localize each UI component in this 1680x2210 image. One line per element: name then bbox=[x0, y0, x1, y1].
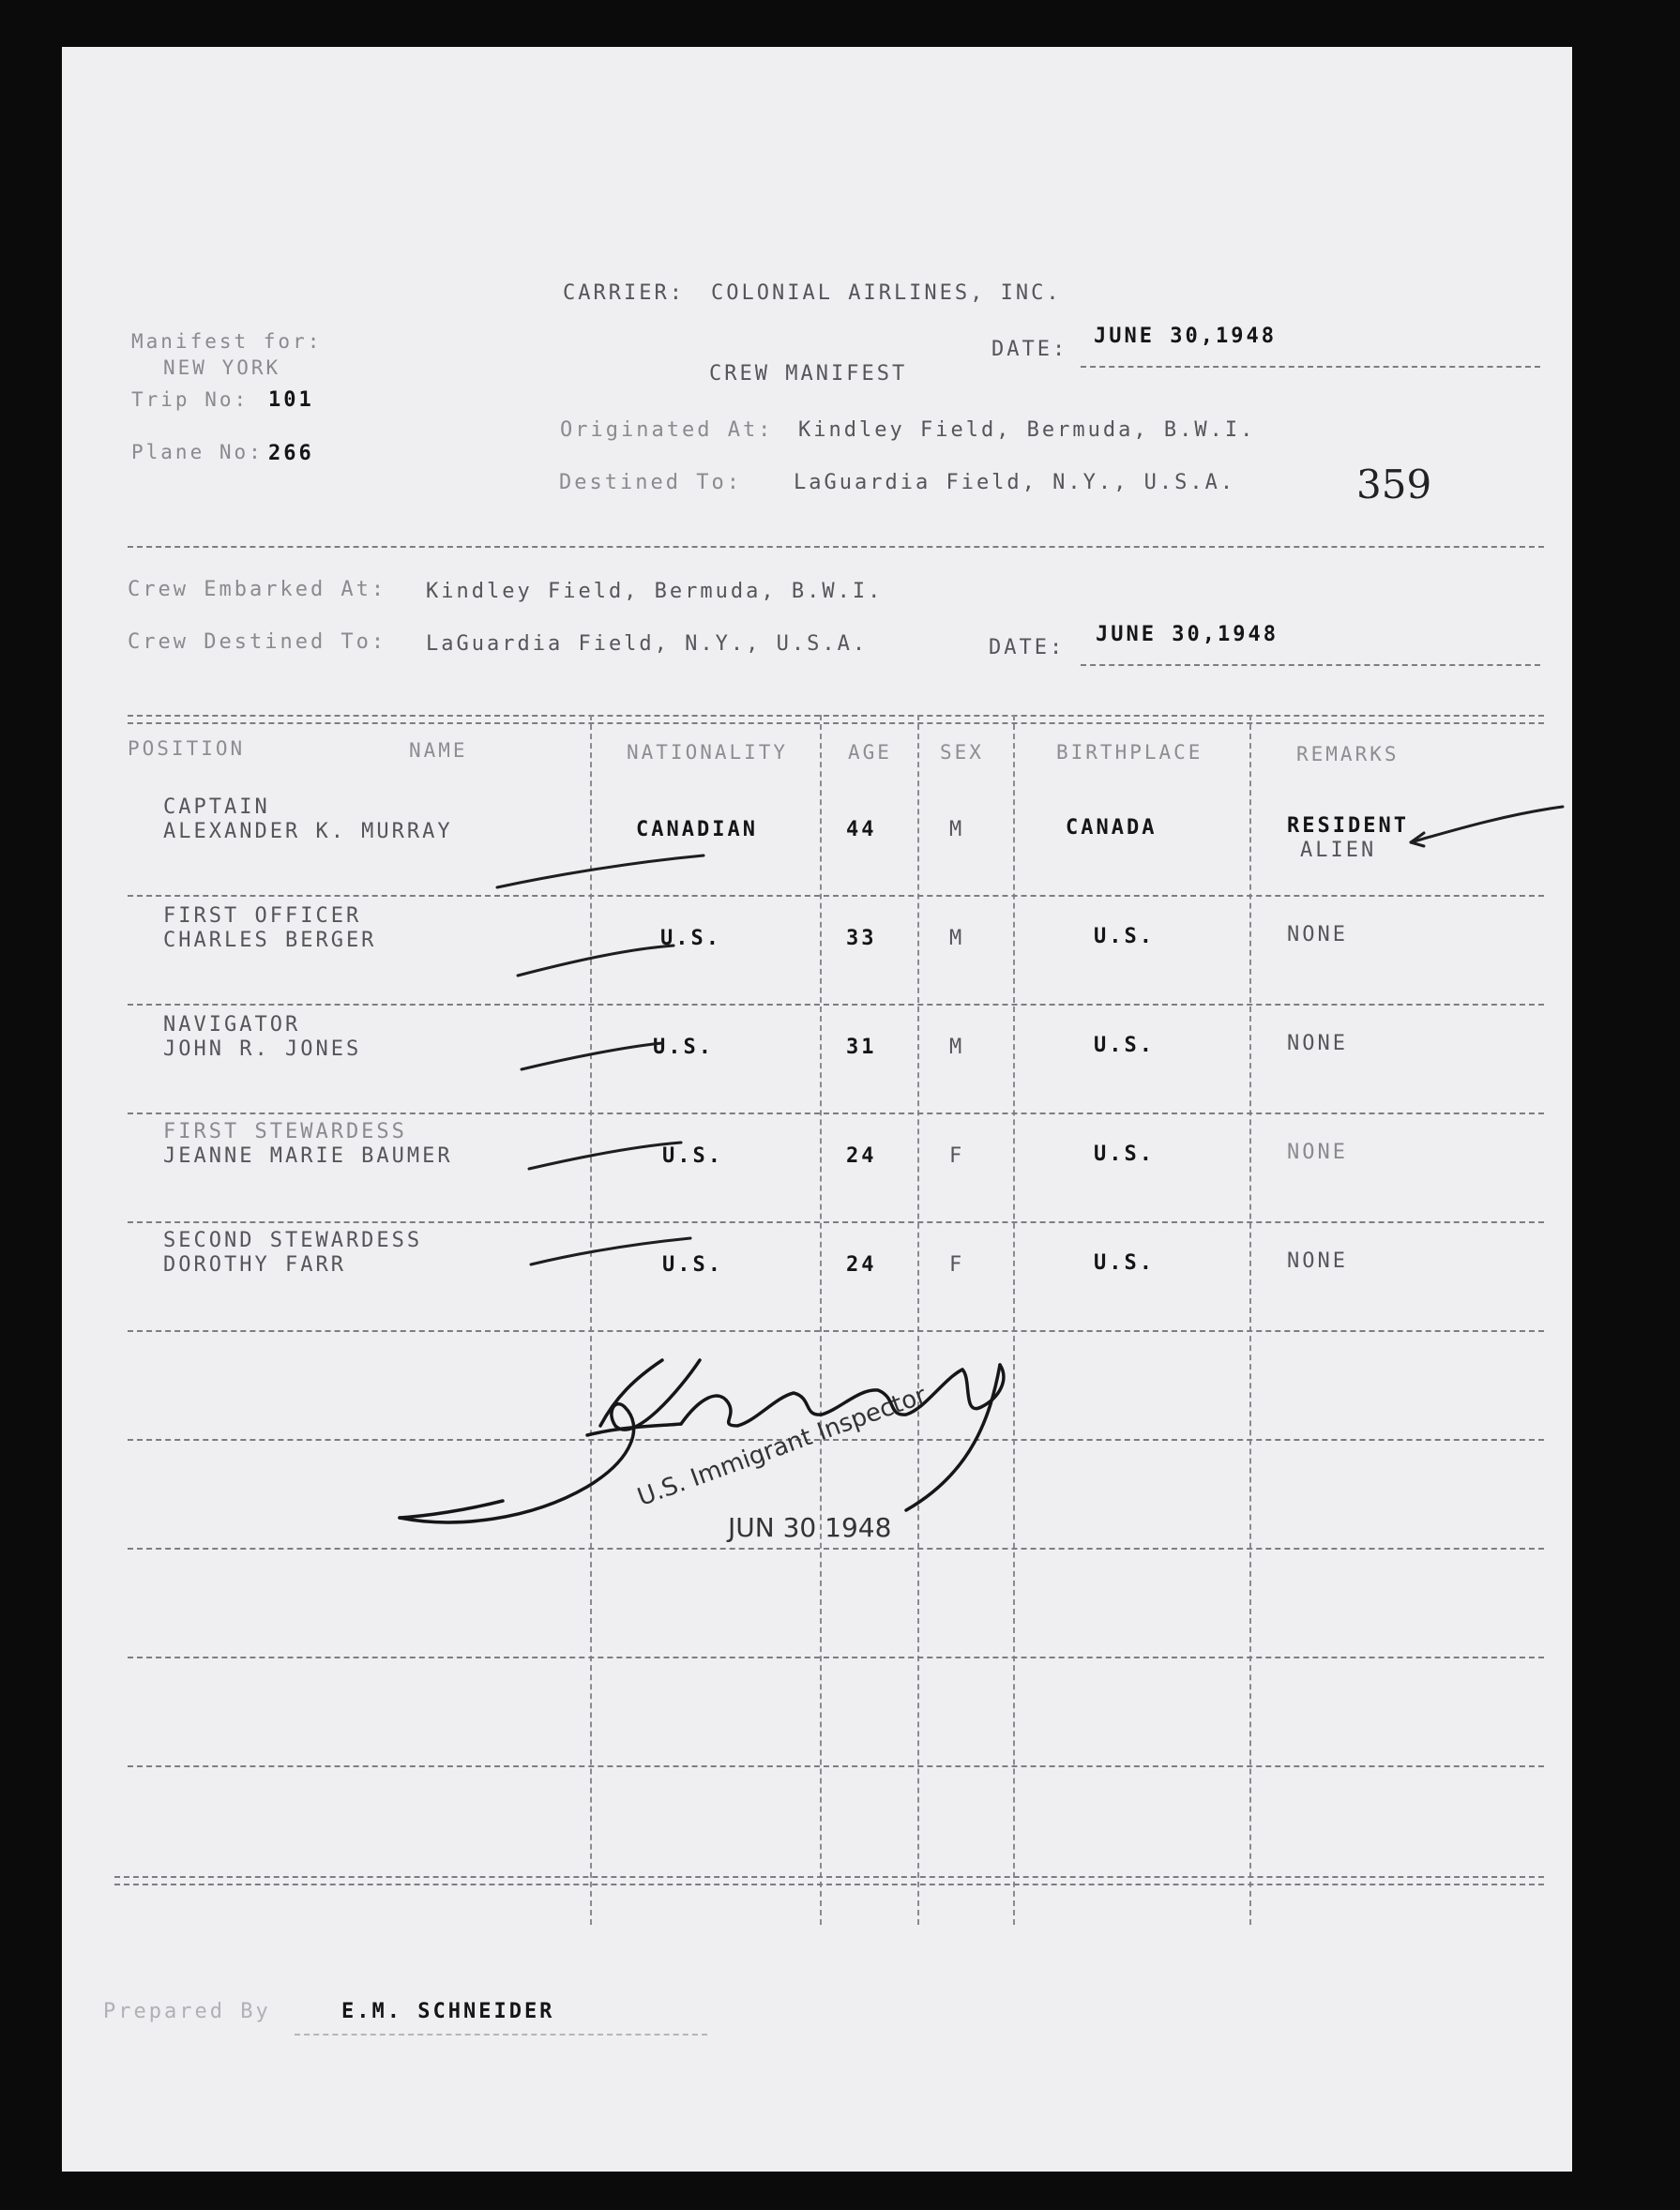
row-age: 33 bbox=[846, 927, 877, 950]
row-nationality: CANADIAN bbox=[636, 818, 758, 841]
row-name: ALEXANDER K. MURRAY bbox=[163, 820, 453, 843]
manifest-page bbox=[62, 47, 1572, 2172]
row-remarks: NONE bbox=[1287, 1249, 1348, 1273]
trip-number: 101 bbox=[268, 388, 314, 412]
manifest-date: JUNE 30,1948 bbox=[1094, 325, 1277, 348]
check-mark-row-3 bbox=[522, 1043, 662, 1069]
col-header-birthplace: BIRTHPLACE bbox=[1056, 741, 1203, 764]
plane-label: Plane No: bbox=[131, 441, 264, 463]
row-nationality: U.S. bbox=[653, 1036, 714, 1059]
row-sex: M bbox=[949, 1036, 965, 1059]
date-label: DATE: bbox=[991, 338, 1068, 361]
prepared-by-underline bbox=[295, 2034, 707, 2036]
row-sex: M bbox=[949, 818, 965, 841]
row-remarks: NONE bbox=[1287, 1141, 1348, 1164]
carrier-label: CARRIER: bbox=[563, 281, 685, 305]
row-name: JEANNE MARIE BAUMER bbox=[163, 1144, 453, 1168]
inspector-stamp-date: JUN 30 1948 bbox=[728, 1512, 892, 1543]
col-header-sex: SEX bbox=[940, 741, 984, 764]
row-age: 31 bbox=[846, 1036, 877, 1059]
row-birthplace: U.S. bbox=[1094, 1034, 1155, 1057]
crew-destined-value: LaGuardia Field, N.Y., U.S.A. bbox=[426, 632, 869, 656]
row-birthplace: CANADA bbox=[1066, 816, 1158, 840]
check-mark-row-4 bbox=[529, 1143, 681, 1169]
check-mark-row-1 bbox=[497, 855, 704, 887]
row-sex: F bbox=[949, 1253, 965, 1277]
crew-date: JUNE 30,1948 bbox=[1096, 623, 1279, 646]
originated-value: Kindley Field, Bermuda, B.W.I. bbox=[798, 418, 1256, 442]
crew-embarked-value: Kindley Field, Bermuda, B.W.I. bbox=[426, 580, 884, 603]
carrier-name: COLONIAL AIRLINES, INC. bbox=[711, 281, 1062, 305]
remarks-arrow-line bbox=[1411, 807, 1563, 842]
row-remarks: RESIDENT bbox=[1287, 814, 1409, 838]
originated-label: Originated At: bbox=[560, 418, 774, 442]
row-birthplace: U.S. bbox=[1094, 1143, 1155, 1166]
row-remarks: NONE bbox=[1287, 923, 1348, 946]
row-position: NAVIGATOR bbox=[163, 1013, 301, 1037]
col-header-name: NAME bbox=[409, 739, 468, 762]
row-nationality: U.S. bbox=[662, 1253, 723, 1277]
col-header-remarks: REMARKS bbox=[1296, 743, 1400, 765]
row-sex: M bbox=[949, 927, 965, 950]
destined-value: LaGuardia Field, N.Y., U.S.A. bbox=[794, 471, 1236, 494]
row-remarks-2: ALIEN bbox=[1300, 839, 1377, 862]
check-mark-row-5 bbox=[531, 1238, 690, 1264]
plane-number: 266 bbox=[268, 442, 314, 465]
check-mark-row-2 bbox=[518, 946, 674, 976]
crew-embarked-label: Crew Embarked At: bbox=[128, 578, 387, 601]
row-birthplace: U.S. bbox=[1094, 1251, 1155, 1275]
row-nationality: U.S. bbox=[662, 1144, 723, 1168]
manifest-for-value: NEW YORK bbox=[163, 356, 281, 379]
manifest-for-label: Manifest for: bbox=[131, 330, 323, 353]
row-sex: F bbox=[949, 1144, 965, 1168]
row-age: 24 bbox=[846, 1144, 877, 1168]
row-position: FIRST STEWARDESS bbox=[163, 1120, 407, 1143]
prepared-by-name: E.M. SCHNEIDER bbox=[341, 2000, 555, 2023]
row-age: 24 bbox=[846, 1253, 877, 1277]
row-birthplace: U.S. bbox=[1094, 925, 1155, 948]
page-number: 359 bbox=[1356, 462, 1432, 507]
col-header-position: POSITION bbox=[128, 737, 246, 760]
row-nationality: U.S. bbox=[660, 927, 721, 950]
row-name: DOROTHY FARR bbox=[163, 1253, 346, 1277]
prepared-by-label: Prepared By bbox=[103, 2000, 271, 2023]
col-header-age: AGE bbox=[848, 741, 892, 764]
row-remarks: NONE bbox=[1287, 1032, 1348, 1055]
crew-destined-label: Crew Destined To: bbox=[128, 630, 387, 654]
destined-label: Destined To: bbox=[559, 471, 742, 494]
row-age: 44 bbox=[846, 818, 877, 841]
row-position: FIRST OFFICER bbox=[163, 904, 362, 928]
inspector-stamp-title: U.S. Immigrant Inspector bbox=[633, 1381, 931, 1512]
row-name: JOHN R. JONES bbox=[163, 1037, 362, 1061]
document-title: CREW MANIFEST bbox=[709, 362, 908, 386]
trip-label: Trip No: bbox=[131, 388, 250, 411]
row-position: CAPTAIN bbox=[163, 795, 270, 819]
crew-date-label: DATE: bbox=[989, 636, 1066, 659]
handwritten-marks bbox=[62, 47, 1572, 2172]
row-name: CHARLES BERGER bbox=[163, 929, 377, 952]
row-position: SECOND STEWARDESS bbox=[163, 1229, 423, 1252]
col-header-nationality: NATIONALITY bbox=[627, 741, 789, 764]
